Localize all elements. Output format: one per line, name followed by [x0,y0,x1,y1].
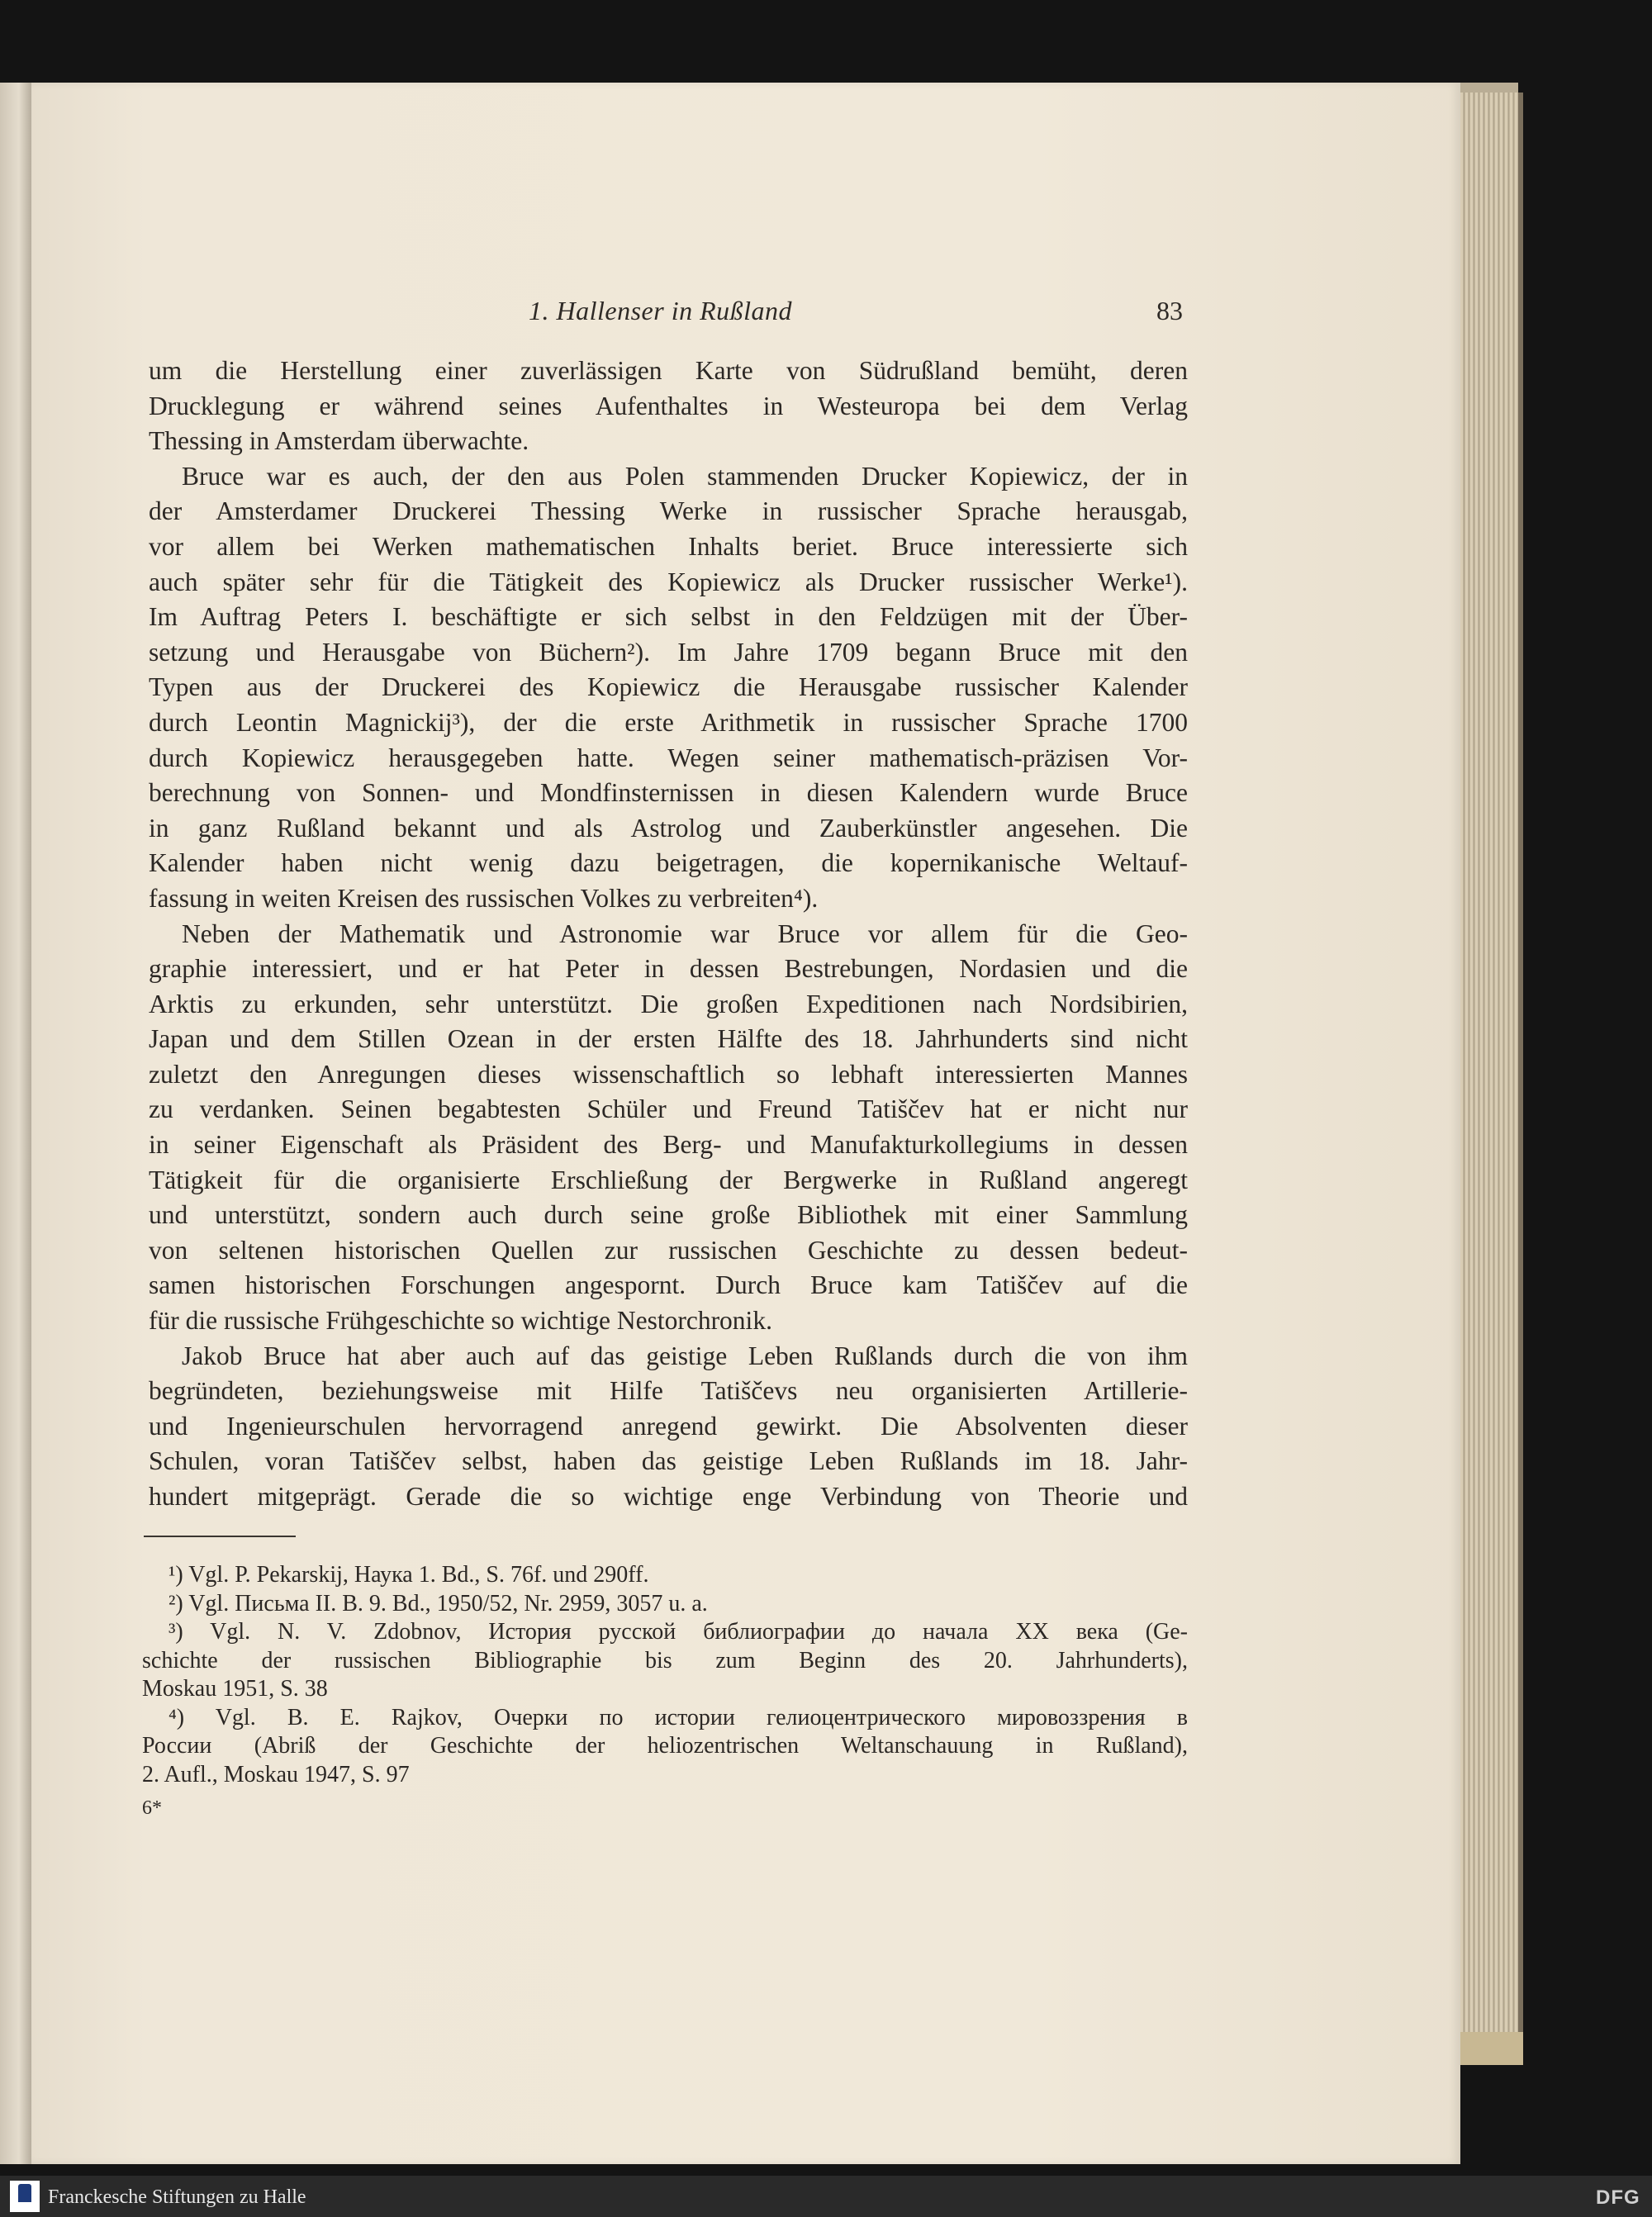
body-line: zuletzt den Anregungen dieses wissenschaftlich so lebhaft interessierten Mannes [149,1059,1188,1089]
page-number: 83 [1156,296,1183,325]
page-stack-bottom [1460,2032,1523,2065]
footnote-line: ¹) Vgl. P. Pekarskij, Наука 1. Bd., S. 76f. und 290ff. [169,1562,649,1588]
body-line: in ganz Rußland bekannt und als Astrolog und Zauberkünstler angesehen. Die [149,813,1188,843]
footnote-line: ⁴) Vgl. B. E. Rajkov, Очерки по истории гелиоцентрического мировоззрения в [169,1704,1188,1730]
body-line: vor allem bei Werken mathematischen Inhalts beriet. Bruce interessierte sich [149,531,1188,561]
body-line: und unterstützt, sondern auch durch seine große Bibliothek mit einer Sammlung [149,1200,1188,1230]
body-line: Jakob Bruce hat aber auch auf das geistige Leben Rußlands durch die von ihm [182,1341,1188,1370]
body-line: hundert mitgeprägt. Gerade die so wichtige enge Verbindung von Theorie und [149,1482,1188,1511]
body-line: von seltenen historischen Quellen zur russischen Geschichte zu dessen bedeut- [149,1235,1188,1265]
left-page-edge [0,83,33,2164]
body-line: setzung und Herausgabe von Büchern²). Im Jahre 1709 begann Bruce mit den [149,637,1188,667]
footer-institution: Franckesche Stiftungen zu Halle [48,2186,306,2208]
body-line: Drucklegung er während seines Aufenthaltes in Westeuropa bei dem Verlag [149,391,1188,420]
body-line: zu verdanken. Seinen begabtesten Schüler und Freund Tatiščev hat er nicht nur [149,1094,1188,1124]
footnote-line: schichte der russischen Bibliographie bis zum Beginn des 20. Jahrhunderts), [142,1647,1188,1673]
footnotes [142,1561,1188,1789]
body-line: samen historischen Forschungen angespornt. Durch Bruce kam Tatiščev auf die [149,1270,1188,1300]
body-line: Bruce war es auch, der den aus Polen stammenden Drucker Kopiewicz, der in [182,461,1188,491]
running-head: 1. Hallenser in Rußland [529,296,793,325]
body-line: Japan und dem Stillen Ozean in der ersten Hälfte des 18. Jahrhunderts sind nicht [149,1024,1188,1054]
footnote-line: Moskau 1951, S. 38 [142,1676,328,1702]
body-line: Kalender haben nicht wenig dazu beigetragen, die kopernikanische Weltauf- [149,848,1188,878]
printer-signature: 6* [142,1797,162,1819]
body-line: Arktis zu erkunden, sehr unterstützt. Die großen Expeditionen nach Nordsibirien, [149,989,1188,1018]
body-line: fassung in weiten Kreisen des russischen Volkes zu verbreiten⁴). [149,883,819,913]
body-line: für die russische Frühgeschichte so wichtige Nestorchronik. [149,1306,772,1336]
body-line: begründeten, beziehungsweise mit Hilfe Tatiščevs neu organisierten Artillerie- [149,1376,1188,1406]
body-line: Neben der Mathematik und Astronomie war Bruce vor allem für die Geo- [182,919,1188,948]
body-line: berechnung von Sonnen- und Mondfinsternissen in diesen Kalendern wurde Bruce [149,778,1188,808]
institution-logo-mark [18,2184,31,2202]
body-line: und Ingenieurschulen hervorragend anregend gewirkt. Die Absolventen dieser [149,1411,1188,1441]
body-line: Thessing in Amsterdam überwachte. [149,426,529,456]
body-line: auch später sehr für die Tätigkeit des Kopiewicz als Drucker russischer Werke¹). [149,567,1188,596]
body-line: Schulen, voran Tatiščev selbst, haben das geistige Leben Rußlands im 18. Jahr- [149,1446,1188,1476]
body-line: um die Herstellung einer zuverlässigen Karte von Südrußland bemüht, deren [149,356,1188,385]
body-line: durch Kopiewicz herausgegeben hatte. Wegen seiner mathematisch-präzisen Vor- [149,743,1188,772]
body-line: graphie interessiert, und er hat Peter in dessen Bestrebungen, Nordasien und die [149,954,1188,984]
footnote-line: ²) Vgl. Письма II. B. 9. Bd., 1950/52, Nr. 2959, 3057 u. a. [169,1590,708,1616]
page-stack-edge [1460,93,1523,2058]
body-line: Typen aus der Druckerei des Kopiewicz die Herausgabe russischer Kalender [149,672,1188,702]
body-text [149,354,1188,1515]
body-line: durch Leontin Magnickij³), der die erste Arithmetik in russischer Sprache 1700 [149,707,1188,737]
body-line: Im Auftrag Peters I. beschäftigte er sich selbst in den Feldzügen mit der Über- [149,602,1188,632]
body-line: der Amsterdamer Druckerei Thessing Werke in russischer Sprache herausgab, [149,496,1188,526]
footnote-line: 2. Aufl., Moskau 1947, S. 97 [142,1761,410,1787]
body-line: Tätigkeit für die organisierte Erschließung der Bergwerke in Rußland angeregt [149,1165,1188,1194]
body-line: in seiner Eigenschaft als Präsident des Berg- und Manufakturkollegiums in dessen [149,1130,1188,1160]
footnote-line: ³) Vgl. N. V. Zdobnov, История русской библиографии до начала XX века (Ge- [169,1619,1188,1645]
footnote-line: России (Abriß der Geschichte der heliozentrischen Weltanschauung in Rußland), [142,1733,1188,1759]
footnote-divider [144,1536,296,1537]
footer-funder-logo: DFG [1596,2186,1640,2209]
